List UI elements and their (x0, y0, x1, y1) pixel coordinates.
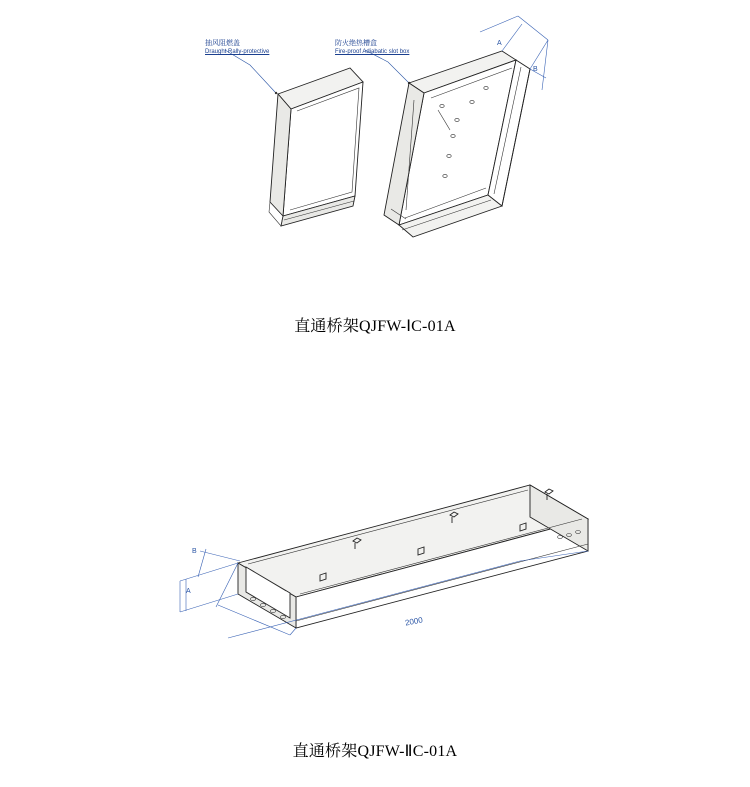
label-draught-rally-protective-cover (205, 40, 269, 56)
figure-2-caption: 直通桥架QJFW-ⅡC-01A (292, 743, 458, 760)
figure-2-dimension-height: B (192, 548, 197, 555)
figure-1-dimension-a: A (497, 40, 502, 47)
figure-1-caption: 直通桥架QJFW-ⅠC-01A (294, 318, 456, 335)
label-cn-text: 防火绝热槽盒 (335, 40, 377, 47)
draught-cover-body (269, 68, 363, 226)
label-fire-proof-adiabatic-slot-box (335, 40, 409, 56)
label-cn-text: 抽风阻燃盖 (205, 40, 240, 47)
figure-2-svg (120, 455, 640, 655)
figure-2-drawing (120, 455, 640, 655)
fireproof-slot-box-body (384, 51, 530, 237)
figure-2-dimension-width: A (186, 588, 191, 595)
figure-2-dimension-length: 2000 (404, 615, 424, 628)
label-en-text: Draught Rally-protective (205, 48, 270, 55)
label-en-text: Fire-proof Adiabatic slot box (335, 48, 410, 55)
figure-1-dimension-b: B (533, 66, 538, 73)
